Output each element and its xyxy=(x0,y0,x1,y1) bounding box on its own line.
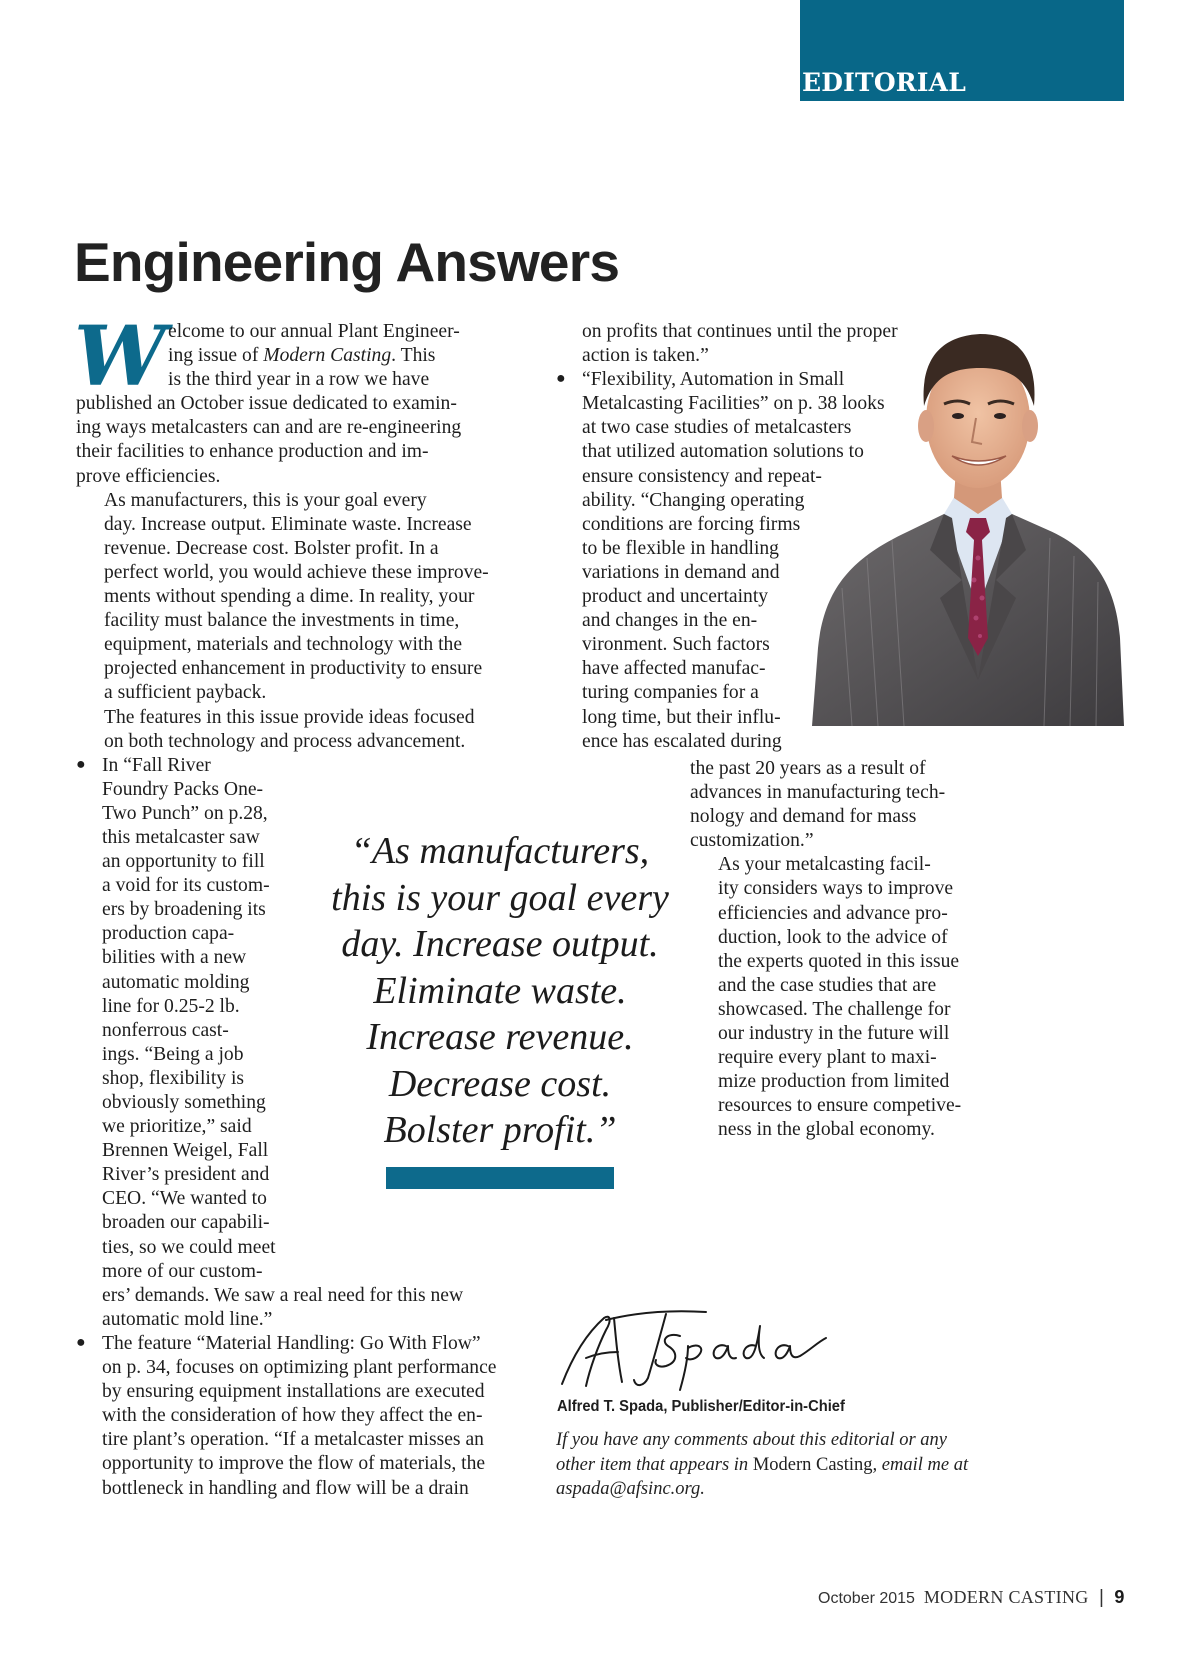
list-item-flexibility-automation: ● “Flexibility, Automation in Small Metalcasting Facilities” on p. 38 looks at two case studies of metalcasters that utilized automation solutions to ensure consistency and repeat- ability. “Changing operating conditions are forcing firms to be flexible in handling variations in demand and product and uncertainty and changes in the en- vironment. Such factors have affected manufac- turing companies for a long time, but their influ- ence has escalated during xyxy=(556,368,916,754)
page-number: 9 xyxy=(1114,1587,1125,1607)
handwritten-signature-icon xyxy=(556,1306,828,1392)
publication-title: Modern Casting xyxy=(263,345,392,367)
list-item-material-handling: ● The feature “Material Handling: Go With Flow” on p. 34, focuses on optimizing plant performance by ensuring equipment installations are executed with the consideration of how they affect the en- tire plant’s operation. “If a metalcaster misses an opportunity to improve the flow of materials, the bottleneck in handling and flow will be a drain xyxy=(76,1332,516,1501)
article-column-3 xyxy=(690,757,990,1143)
contact-note: If you have any comments about this editorial or any other item that appears in Modern Casting, email me at aspada@afsinc.org. xyxy=(556,1428,1026,1502)
pull-quote-accent-bar xyxy=(386,1167,614,1189)
list-item-fall-river: ● In “Fall River Foundry Packs One- Two Punch” on p.28, this metalcaster saw an opportunity to fill a void for its custom- ers by broadening its production capa- bilities with a new automatic molding line for 0.25-2 lb. nonferrous cast- ings. “Being a job shop, flexibility is obviously something we prioritize,” said Brennen Weigel, Fall River’s president and CEO. “We wanted to broaden our capabili- ties, so we could meet more of our custom- ers’ demands. We saw a real need for this new automatic mold line.” xyxy=(76,754,516,1332)
article-headline: Engineering Answers xyxy=(74,231,620,293)
intro-paragraph: elcome to our annual Plant Engineer- ing issue of Modern Casting. This is the third year in a row we have published an October issue dedicated to examin- ing ways metalcasters can and are re-engineering their facilities to enhance production and im- prove efficiencies. xyxy=(76,321,462,487)
page-footer xyxy=(818,1587,1124,1609)
continued-quote: on profits that continues until the proper action is taken.” xyxy=(582,321,898,367)
magazine-name: MODERN CASTING xyxy=(923,1587,1089,1607)
closing-paragraph: As your metalcasting facil- ity considers ways to improve efficiencies and advance pro- duction, look to the advice of the experts quoted in this issue and the case studies that are showcased. The challenge for our industry in the future will require every plant to maxi- mize production from limited resources to ensure competive- ness in the global economy. xyxy=(718,854,962,1141)
issue-date: October 2015 xyxy=(818,1590,915,1607)
author-signature-name: Alfred T. Spada, Publisher/Editor-in-Chief xyxy=(557,1398,845,1415)
drop-cap: W xyxy=(74,309,167,405)
author-portrait-icon xyxy=(812,318,1124,726)
continued-quote-2: the past 20 years as a result of advances in manufacturing tech- nology and demand for mass customization.” xyxy=(690,758,946,852)
contact-email: aspada@afsinc.org. xyxy=(556,1479,705,1499)
body-paragraph-goal: As manufacturers, this is your goal every day. Increase output. Eliminate waste. Increase revenue. Decrease cost. Bolster profit. In a perfect world, you would achieve these improve- ments without spending a dime. In reality, your facility must balance the investments in time, equipment, materials and technology with the projected enhancement in productivity to ensure a sufficient payback. xyxy=(104,489,489,704)
footer-separator: | xyxy=(1099,1587,1104,1608)
publication-name: Modern Casting xyxy=(752,1454,873,1475)
section-label: EDITORIAL xyxy=(802,68,967,97)
pull-quote: “As manufacturers, this is your goal every day. Increase output. Eliminate waste. Increase revenue. Decrease cost. Bolster profit.” xyxy=(331,830,669,1151)
body-paragraph-features: The features in this issue provide ideas focused on both technology and process advancement. xyxy=(104,706,475,752)
